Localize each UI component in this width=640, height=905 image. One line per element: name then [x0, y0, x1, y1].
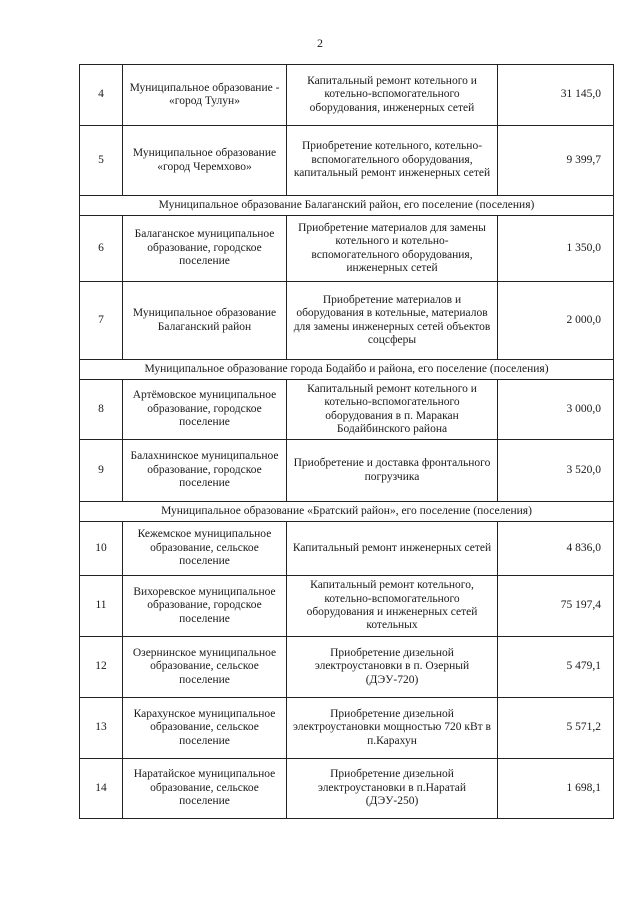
- table-row: [80, 126, 614, 196]
- purpose-cell: Приобретение и доставка фронтального погрузчика: [287, 440, 498, 502]
- purpose-cell: Капитальный ремонт котельного, котельно-вспомогательного оборудования и инженерных сетей котельных: [287, 576, 498, 637]
- row-number: 5: [80, 126, 123, 196]
- section-title: Муниципальное образование Балаганский район, его поселение (поселения): [80, 196, 614, 216]
- table-row: [80, 759, 614, 819]
- row-number: 6: [80, 216, 123, 282]
- row-number: 10: [80, 522, 123, 576]
- municipality-cell: Кежемское муниципальное образование, сельское поселение: [123, 522, 287, 576]
- row-number: 12: [80, 637, 123, 698]
- amount-cell: 9 399,7: [498, 126, 614, 196]
- purpose-cell: Капитальный ремонт инженерных сетей: [287, 522, 498, 576]
- municipality-cell: Балаганское муниципальное образование, городское поселение: [123, 216, 287, 282]
- amount-cell: 4 836,0: [498, 522, 614, 576]
- section-title: Муниципальное образование города Бодайбо и района, его поселение (поселения): [80, 360, 614, 380]
- section-header-row: [80, 502, 614, 522]
- amount-cell: 3 000,0: [498, 380, 614, 440]
- amount-cell: 31 145,0: [498, 65, 614, 126]
- table-row: [80, 440, 614, 502]
- row-number: 13: [80, 698, 123, 759]
- table-row: [80, 380, 614, 440]
- purpose-cell: Приобретение дизельной электроустановки в п. Озерный (ДЭУ-720): [287, 637, 498, 698]
- section-header-row: [80, 196, 614, 216]
- amount-cell: 5 479,1: [498, 637, 614, 698]
- purpose-cell: Капитальный ремонт котельного и котельно-вспомогательного оборудования в п. Маракан Бодайбинского района: [287, 380, 498, 440]
- row-number: 9: [80, 440, 123, 502]
- municipality-cell: Балахнинское муниципальное образование, городское поселение: [123, 440, 287, 502]
- amount-cell: 2 000,0: [498, 282, 614, 360]
- amount-cell: 75 197,4: [498, 576, 614, 637]
- row-number: 7: [80, 282, 123, 360]
- municipality-cell: Артёмовское муниципальное образование, городское поселение: [123, 380, 287, 440]
- table-row: [80, 637, 614, 698]
- table-row: [80, 216, 614, 282]
- municipality-cell: Муниципальное образование Балаганский район: [123, 282, 287, 360]
- table-row: [80, 65, 614, 126]
- table-row: [80, 522, 614, 576]
- row-number: 4: [80, 65, 123, 126]
- municipality-cell: Муниципальное образование «город Черемхово»: [123, 126, 287, 196]
- amount-cell: 3 520,0: [498, 440, 614, 502]
- purpose-cell: Приобретение дизельной электроустановки в п.Наратай (ДЭУ-250): [287, 759, 498, 819]
- purpose-cell: Приобретение котельного, котельно-вспомогательного оборудования, капитальный ремонт инженерных сетей: [287, 126, 498, 196]
- table-row: [80, 698, 614, 759]
- purpose-cell: Приобретение дизельной электроустановки мощностью 720 кВт в п.Карахун: [287, 698, 498, 759]
- municipality-cell: Муниципальное образование - «город Тулун»: [123, 65, 287, 126]
- amount-cell: 5 571,2: [498, 698, 614, 759]
- section-header-row: [80, 360, 614, 380]
- row-number: 8: [80, 380, 123, 440]
- row-number: 11: [80, 576, 123, 637]
- section-title: Муниципальное образование «Братский район», его поселение (поселения): [80, 502, 614, 522]
- municipality-cell: Наратайское муниципальное образование, сельское поселение: [123, 759, 287, 819]
- municipality-cell: Карахунское муниципальное образование, сельское поселение: [123, 698, 287, 759]
- purpose-cell: Приобретение материалов для замены котельного и котельно-вспомогательного оборудования, инженерных сетей: [287, 216, 498, 282]
- row-number: 14: [80, 759, 123, 819]
- municipality-cell: Озернинское муниципальное образование, сельское поселение: [123, 637, 287, 698]
- amount-cell: 1 350,0: [498, 216, 614, 282]
- table-row: [80, 282, 614, 360]
- municipality-cell: Вихоревское муниципальное образование, городское поселение: [123, 576, 287, 637]
- table-row: [80, 576, 614, 637]
- allocation-table: [79, 64, 614, 819]
- purpose-cell: Капитальный ремонт котельного и котельно-вспомогательного оборудования, инженерных сетей: [287, 65, 498, 126]
- purpose-cell: Приобретение материалов и оборудования в котельные, материалов для замены инженерных сетей объектов соцсферы: [287, 282, 498, 360]
- amount-cell: 1 698,1: [498, 759, 614, 819]
- page-number: 2: [317, 36, 323, 50]
